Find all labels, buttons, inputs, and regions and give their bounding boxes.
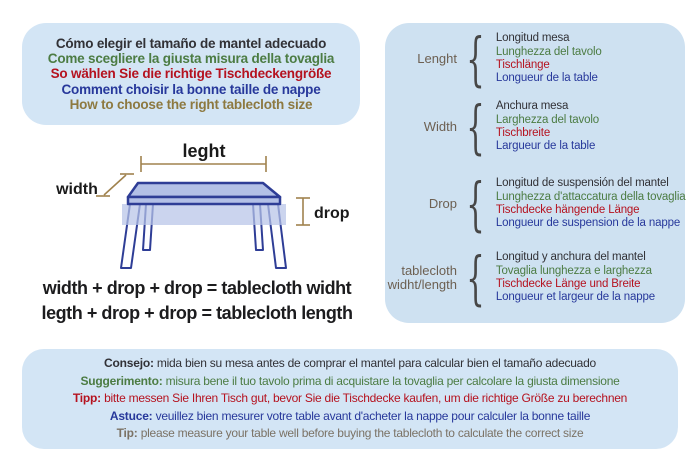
title-line-spanish: Cómo elegir el tamaño de mantel adecuado — [55, 35, 327, 51]
translation-italian: Tovaglia lunghezza e larghezza — [495, 264, 652, 277]
glossary-term-label: Drop — [428, 196, 457, 211]
brace-icon: { — [466, 93, 485, 161]
width-dimension-label: width — [56, 181, 98, 198]
width-measure-line — [96, 174, 134, 196]
translation-french: Largueur de la table — [495, 140, 596, 153]
brace-icon: { — [466, 170, 485, 238]
table-illustration — [121, 183, 286, 268]
translation-german: Tischdecke Länge und Breite — [495, 278, 641, 290]
glossary-row-drop — [385, 170, 686, 238]
translation-french: Longueur de la table — [495, 72, 598, 85]
formula-length: legth + drop + drop = tablecloth length — [41, 303, 353, 323]
tablecloth-drop-band — [122, 204, 286, 225]
glossary-term-label: Width — [423, 119, 457, 134]
title-line-french: Comment choisir la bonne taille de nappe — [61, 81, 321, 97]
length-dimension-label: leght — [182, 141, 226, 161]
translation-italian: Lunghezza del tavolo — [495, 45, 602, 58]
glossary-row-width — [385, 93, 685, 161]
table-top — [128, 183, 280, 197]
translation-french: Longueur de suspension de la nappe — [495, 217, 681, 230]
tip-line-english: Tip: please measure your table well before buying the tablecloth to calculate the correct size — [116, 426, 584, 441]
translation-german: Tischdecke hängende Länge — [495, 204, 640, 216]
title-line-german: So wählen Sie die richtige Tischdeckengröße — [50, 66, 332, 82]
tip-line-french: Astuce: veuillez bien mesurer votre table avant d'acheter la nappe pour calculer la bonne taille — [109, 408, 591, 423]
formulas — [22, 276, 372, 326]
glossary-translations — [494, 100, 599, 153]
table-apron — [128, 197, 280, 204]
translation-spanish: Longitud mesa — [495, 32, 570, 45]
glossary-row-length — [385, 25, 685, 93]
glossary-row-tablecloth-size — [385, 244, 685, 312]
translation-german: Tischbreite — [495, 127, 551, 139]
translation-italian: Lunghezza d'attaccatura della tovaglia — [495, 190, 686, 203]
drop-dimension-label: drop — [314, 205, 350, 222]
translation-spanish: Anchura mesa — [495, 100, 569, 113]
translation-german: Tischlänge — [495, 59, 550, 71]
glossary-translations — [494, 177, 686, 230]
glossary-term-label: Lenght — [417, 51, 457, 66]
tips-box — [22, 349, 678, 449]
table-diagram — [30, 138, 370, 272]
glossary-term-label: tablecloth widht/length — [387, 263, 457, 292]
tip-line-german: Tipp: bitte messen Sie Ihren Tisch gut, bevor Sie die Tischdecke kaufen, um die richtige Größe zu berechnen — [72, 391, 628, 406]
title-line-english: How to choose the right tablecloth size — [69, 96, 313, 112]
translation-italian: Larghezza del tavolo — [495, 113, 600, 126]
translation-spanish: Longitud y anchura del mantel — [495, 251, 646, 264]
glossary-panel — [385, 23, 685, 323]
brace-icon: { — [466, 25, 485, 93]
translation-french: Longueur et largeur de la nappe — [495, 291, 655, 304]
formula-width: width + drop + drop = tablecloth widht — [42, 278, 352, 298]
glossary-translations — [494, 251, 655, 304]
glossary-translations — [494, 32, 602, 85]
tip-line-spanish: Consejo: mida bien su mesa antes de comprar el mantel para calcular bien el tamaño adecuado — [104, 356, 596, 371]
translation-spanish: Longitud de suspensión del mantel — [495, 177, 669, 190]
tip-line-italian: Suggerimento: misura bene il tuo tavolo prima di acquistare la tovaglia per calcolare la giusta dimensione — [80, 373, 620, 388]
drop-measure-line — [296, 198, 310, 225]
title-box — [22, 23, 360, 125]
title-line-italian: Come scegliere la giusta misura della tovaglia — [47, 51, 335, 67]
brace-icon: { — [466, 244, 485, 312]
